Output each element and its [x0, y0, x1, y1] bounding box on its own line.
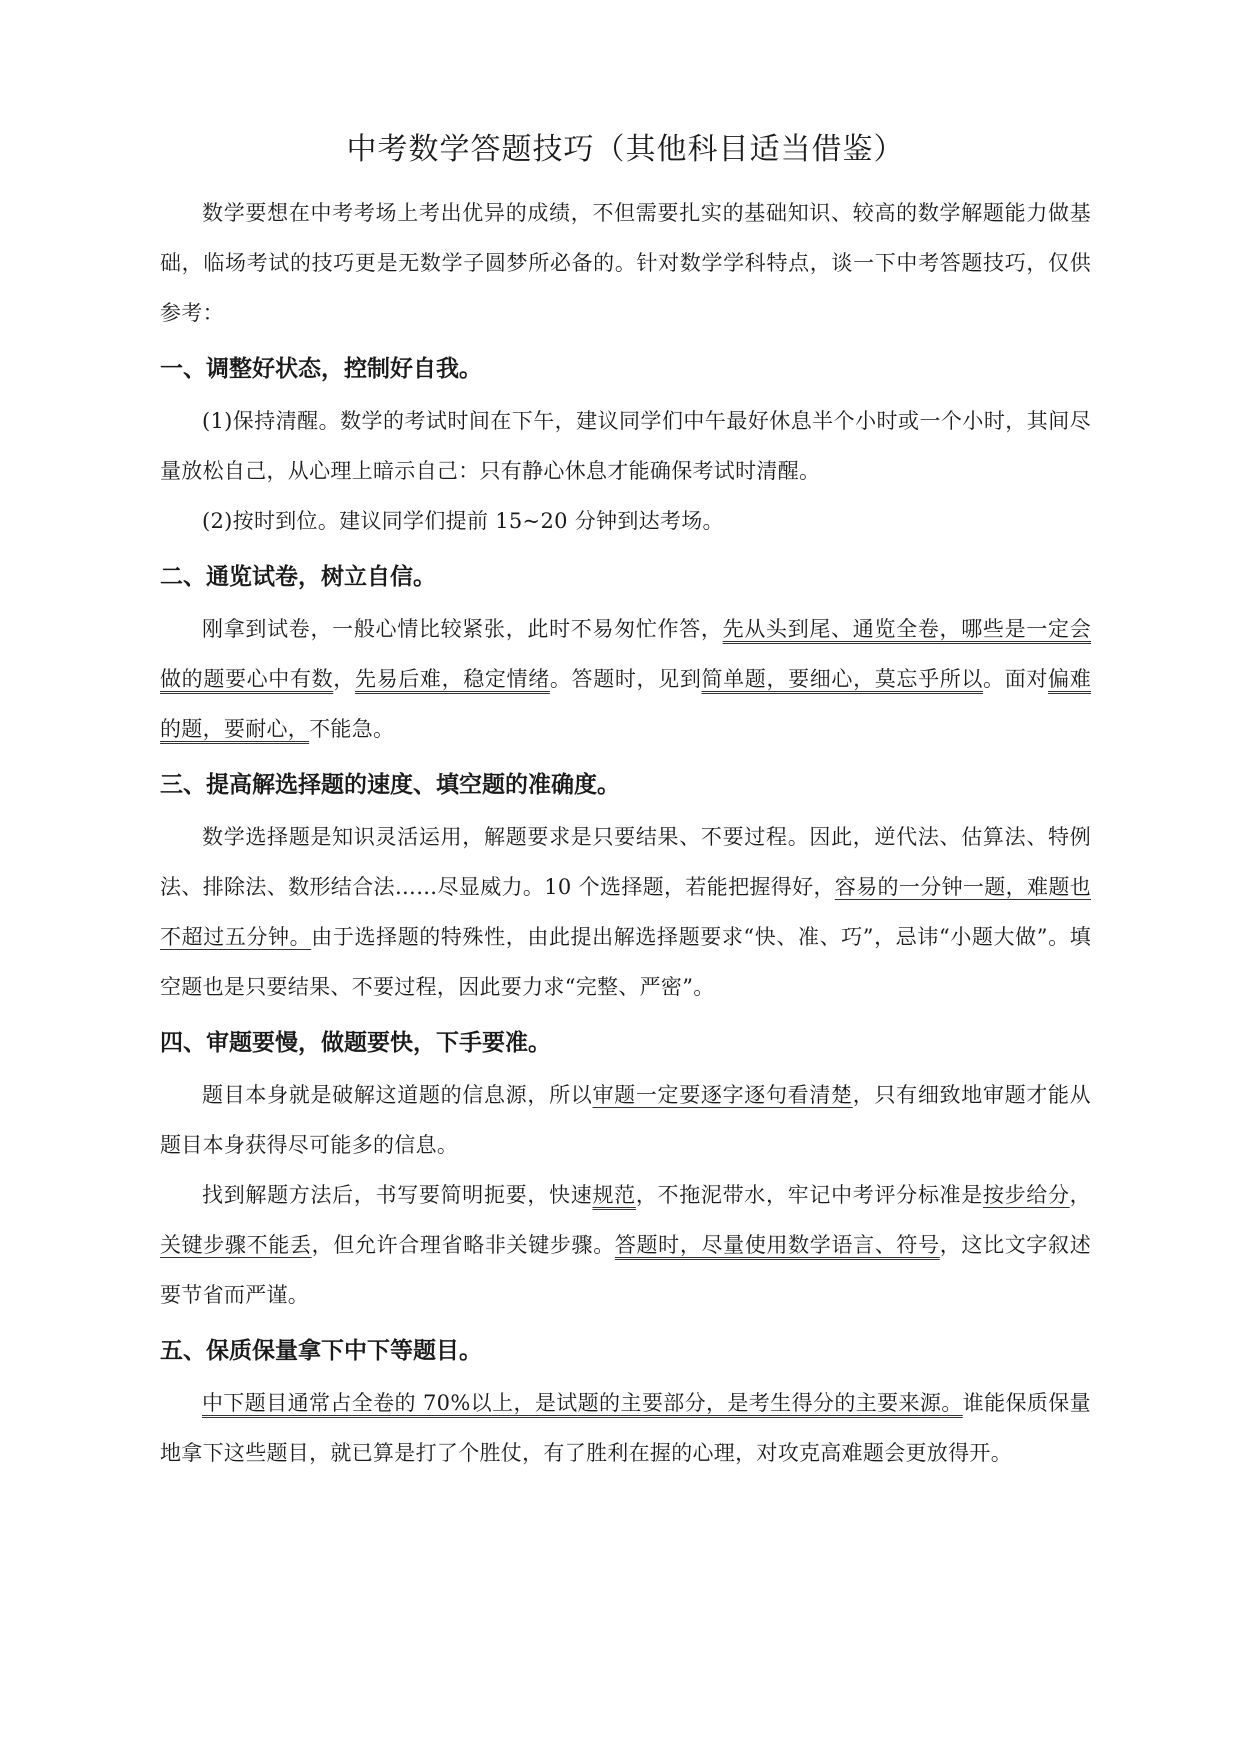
page-title: 中考数学答题技巧（其他科目适当借鉴）: [346, 132, 905, 167]
section-4-paragraph-2: [160, 1170, 1091, 1320]
underlined-text: 答题时，尽量使用数学语言、符号: [614, 1233, 940, 1257]
text-run: 数学选择题是知识灵活运用，解题要求是只要结果、不要过程。因此，逆代法、估算法、特例法、排除法、数形结合法……尽显威力。10 个选择题，若能把握得好，: [160, 825, 1091, 899]
text-run: ，不拖泥带水，牢记中考评分标准是: [635, 1183, 983, 1207]
text-run: ，: [333, 667, 355, 691]
text-run: ，这比文字叙述要节省而严谨。: [160, 1233, 1092, 1307]
text-run: 。答题时，见到: [549, 667, 702, 691]
text-run: ，但允许合理省略非关键步骤。: [311, 1233, 615, 1257]
section-1-paragraph-1: (1)保持清醒。数学的考试时间在下午，建议同学们中午最好休息半个小时或一个小时，其间尽量放松自己，从心理上暗示自己：只有静心休息才能确保考试时清醒。: [160, 409, 1091, 483]
section-1-heading: 一、调整好状态，控制好自我。: [160, 356, 482, 382]
section-2-paragraph: [160, 604, 1091, 754]
underlined-text: 先从头到尾、通览全卷，哪些是一定会做的题要心中有数: [160, 617, 1091, 691]
text-run: 刚拿到试卷，一般心情比较紧张，此时不易匆忙作答，: [202, 617, 723, 641]
underlined-text: 按步给分: [982, 1183, 1070, 1207]
section-5-heading: 五、保质保量拿下中下等题目。: [160, 1338, 482, 1364]
section-2-heading: 二、通览试卷，树立自信。: [160, 564, 436, 590]
underlined-text: 容易的一分钟一题，难题也不超过五分钟。: [160, 875, 1091, 949]
text-run: ，只有细致地审题才能从题目本身获得尽可能多的信息。: [160, 1083, 1091, 1157]
underlined-text: 简单题，要细心，莫忘乎所以: [701, 667, 984, 691]
text-run: 由于选择题的特殊性，由此提出解选择题要求“快、准、巧”，忌讳“小题大做”。填空题也是只要结果、不要过程，因此要力求“完整、严密”。: [160, 925, 1091, 999]
section-4-heading: 四、审题要慢，做题要快，下手要准。: [160, 1030, 551, 1056]
text-run: 谁能保质保量地拿下这些题目，就已算是打了个胜仗，有了胜利在握的心理，对攻克高难题会更放得开。: [160, 1391, 1091, 1465]
underlined-text: 关键步骤不能丢: [160, 1233, 312, 1257]
intro-paragraph: 数学要想在中考考场上考出优异的成绩，不但需要扎实的基础知识、较高的数学解题能力做基础，临场考试的技巧更是无数学子圆梦所必备的。针对数学学科特点，谈一下中考答题技巧，仅供参考：: [160, 201, 1091, 325]
text-run: 题目本身就是破解这道题的信息源，所以: [202, 1083, 593, 1107]
underlined-text: 审题一定要逐字逐句看清楚: [592, 1083, 853, 1107]
section-4-paragraph-1: [160, 1070, 1091, 1170]
text-run: 不能急。: [309, 717, 395, 741]
underlined-text: 规范: [592, 1183, 636, 1207]
section-3-paragraph: [160, 812, 1091, 1012]
section-1-paragraph-2: (2)按时到位。建议同学们提前 15~20 分钟到达考场。: [202, 509, 724, 533]
section-5-paragraph: [160, 1378, 1091, 1478]
section-3-heading: 三、提高解选择题的速度、填空题的准确度。: [160, 772, 620, 798]
text-run: 。面对: [983, 667, 1049, 691]
underlined-text: 中下题目通常占全卷的 70%以上，是试题的主要部分，是考生得分的主要来源。: [202, 1391, 963, 1415]
underlined-text: 先易后难，稳定情绪: [354, 667, 550, 691]
text-run: 找到解题方法后，书写要简明扼要，快速: [202, 1183, 593, 1207]
underlined-text: 偏难的题，要耐心，: [160, 667, 1091, 741]
text-run: ，: [1069, 1183, 1091, 1207]
